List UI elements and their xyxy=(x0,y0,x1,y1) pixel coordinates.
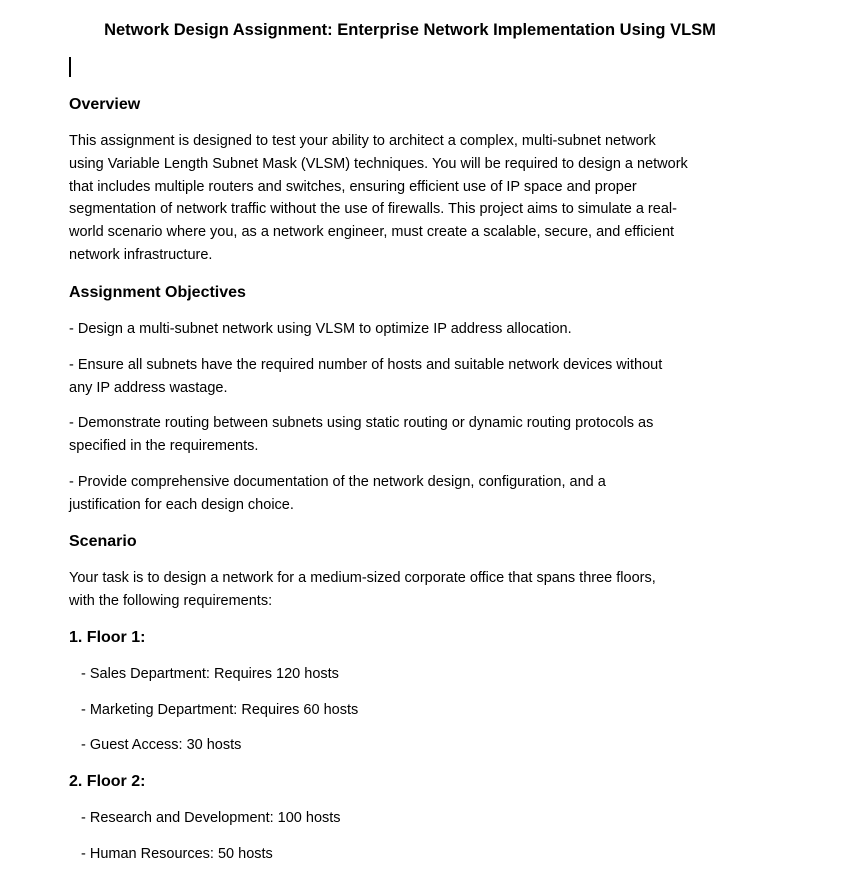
objective-line: - Ensure all subnets have the required number of hosts and suitable network devices without xyxy=(69,357,663,373)
scenario-line: with the following requirements: xyxy=(69,592,273,609)
floor-1-item: - Guest Access: 30 hosts xyxy=(81,737,242,753)
objective-line: - Demonstrate routing between subnets using static routing or dynamic routing protocols as xyxy=(69,415,654,431)
floor-1-item: - Sales Department: Requires 120 hosts xyxy=(81,666,339,682)
objective-line: justification for each design choice. xyxy=(69,496,294,513)
scenario-heading: Scenario xyxy=(69,533,137,550)
objective-item xyxy=(69,318,769,341)
objective-line: specified in the requirements. xyxy=(69,437,259,454)
objective-item xyxy=(69,412,769,458)
floor-1-item: - Marketing Department: Requires 60 hosts xyxy=(81,702,359,718)
objective-item xyxy=(69,471,769,517)
overview-line: segmentation of network traffic without the use of firewalls. This project aims to simulate a real- xyxy=(69,201,677,218)
objective-line: - Provide comprehensive documentation of the network design, configuration, and a xyxy=(69,474,606,490)
floor-2-item: - Human Resources: 50 hosts xyxy=(81,846,273,862)
overview-heading: Overview xyxy=(69,96,141,113)
overview-line: that includes multiple routers and switches, ensuring efficient use of IP space and proper xyxy=(69,178,637,195)
objective-line: - Design a multi-subnet network using VLSM to optimize IP address allocation. xyxy=(69,321,572,337)
overview-line: world scenario where you, as a network engineer, must create a scalable, secure, and efficient xyxy=(69,224,675,241)
floor-2-heading: 2. Floor 2: xyxy=(69,773,146,790)
floor-1-heading: 1. Floor 1: xyxy=(69,629,146,646)
overview-line: using Variable Length Subnet Mask (VLSM) techniques. You will be required to design a network xyxy=(69,155,688,172)
objective-item xyxy=(69,354,769,400)
overview-paragraph xyxy=(69,130,769,267)
document-title: Network Design Assignment: Enterprise Network Implementation Using VLSM xyxy=(104,21,716,39)
objective-line: any IP address wastage. xyxy=(69,379,228,396)
overview-line: This assignment is designed to test your ability to architect a complex, multi-subnet network xyxy=(69,133,656,149)
overview-line: network infrastructure. xyxy=(69,246,213,263)
text-cursor xyxy=(69,57,71,77)
scenario-line: Your task is to design a network for a medium-sized corporate office that spans three floors, xyxy=(69,570,656,586)
objectives-heading: Assignment Objectives xyxy=(69,284,246,301)
floor-2-item: - Research and Development: 100 hosts xyxy=(81,810,341,826)
scenario-paragraph xyxy=(69,567,769,613)
